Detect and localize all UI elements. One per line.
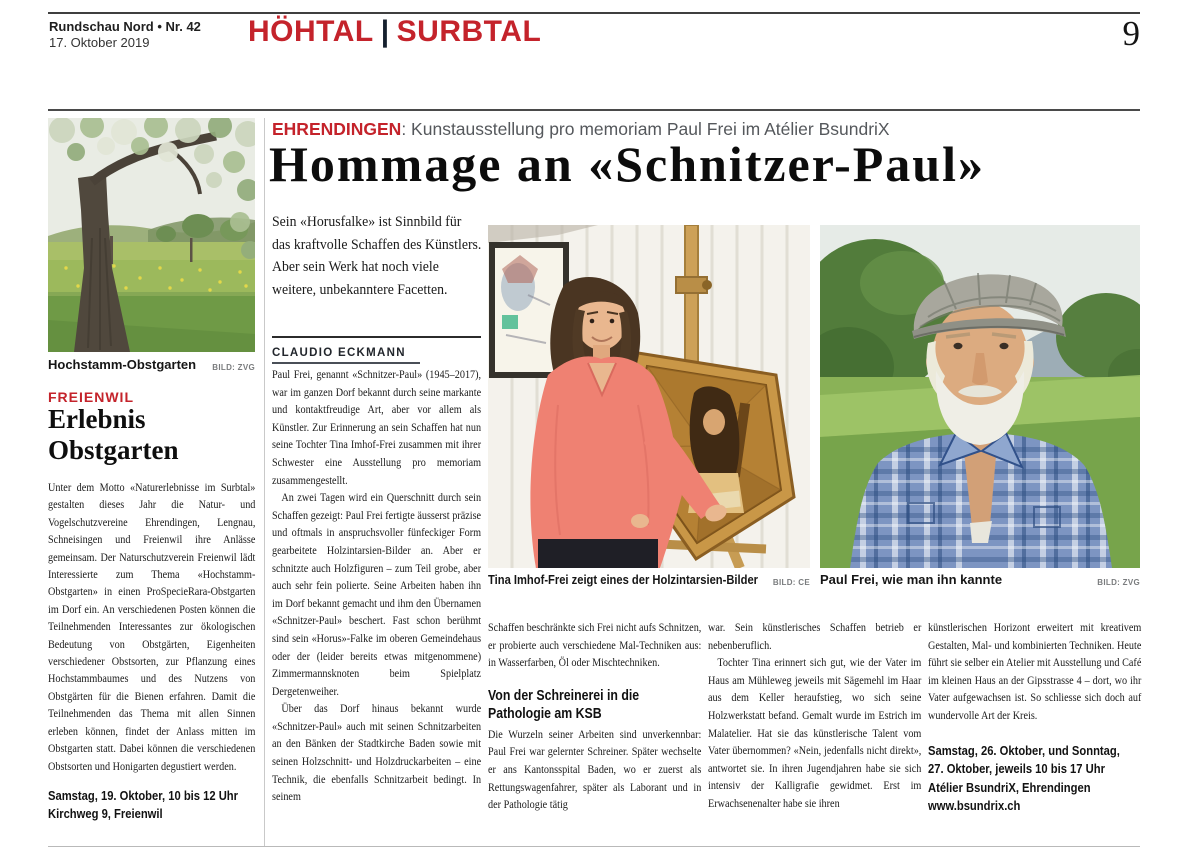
section-divider: | bbox=[380, 15, 390, 48]
header-rule bbox=[48, 109, 1140, 111]
article-subhead: Von der Schreinerei in die Pathologie am KSB bbox=[488, 687, 640, 722]
sidebar-headline: Erlebnis Obstgarten bbox=[48, 404, 179, 465]
sidebar-body-paragraph: Unter dem Motto «Naturerlebnisse im Surbtal» gestalten dieses Jahr die Natur- und Vogelschutzvereine Ehrendingen, Lengnau, Schneisingen und Freienwil ihre Anlässe gemeinsam. Der Naturschutzverein Freienwil lädt Interessierte zum Thema «Hochstamm-Obstgarten» in einen ProSpecieRara-Obstgarten im Dorf ein. An verschiedenen Posten können die Teilnehmenden Interessantes zur ökologischen Bedeutung von Obstgärten, Eigenheiten verschiedener Obstsorten, zur Pflanzung eines Hochstammbaumes und des Nutzens von Obstgärten für die Bienen erfahren. Damit die Teilnehmenden das Thema mit allen Sinnen erleben können, findet der Anlass mitten im Obstgarten statt. Dabei können die verschiedenen Obstsorten und Honigarten degustiert werden. bbox=[48, 480, 256, 773]
article-paragraph: Die Wurzeln seiner Arbeiten sind unverkennbar: Paul Frei war gelernter Schreiner. Später wechselte er ans Kantonsspital Baden, wo er zuerst als Rettungswagenfahrer, später als Laborant und in der Pathologie tätig bbox=[488, 726, 702, 812]
sidebar-event-line: Kirchweg 9, Freienwil bbox=[48, 806, 163, 822]
body-column-1 bbox=[272, 366, 481, 848]
article-paragraph: künstlerischen Horizont erweitert mit kreativem Gestalten, Mal- und kombinierten Techniken. Heute führt sie selber ein Atelier mit Ausstellung und Café im kleinen Haus an der Gipsstrasse 4 – dort, wo ihr Vater aufgewachsen ist. So schliesse sich doch auf wundervolle Art der Kreis. bbox=[928, 620, 1142, 722]
masthead bbox=[49, 19, 201, 51]
section-right: SURBTAL bbox=[396, 15, 542, 48]
masthead-date: 17. Oktober 2019 bbox=[49, 35, 150, 50]
article-kicker-text: : Kunstausstellung pro memoriam Paul Frei im Atélier BsundriX bbox=[401, 119, 890, 139]
section-title bbox=[248, 15, 540, 49]
body-column-2 bbox=[488, 619, 701, 848]
section-left: HÖHTAL bbox=[248, 15, 374, 48]
sidebar-kicker: FREIENWIL bbox=[48, 389, 134, 405]
paul-photo-caption-row bbox=[820, 572, 1140, 588]
orchard-photo bbox=[48, 118, 255, 352]
article-paragraph: Über das Dorf hinaus bekannt wurde «Schnitzer-Paul» auch mit seinen Schnitzarbeiten an den Bänken der Stadtkirche Baden sowie mit seinen Holzschnitt- und Holzdruckarbeiten – eine Technik, die ebenfalls Schnitzarbeit bedingt. In seinem bbox=[272, 701, 482, 804]
tina-photo bbox=[488, 225, 810, 568]
article-paragraph: Paul Frei, genannt «Schnitzer-Paul» (1945–2017), war im ganzen Dorf bekannt durch seine markante und kontaktfreudige Art, aber vor allem als Künstler. Zur Erinnerung an sein Schaffen hat nun seine Tochter Tina Imhof-Frei zusammen mit ihrer Schwester eine Ausstellung pro memoriam zusammengestellt. bbox=[272, 367, 482, 487]
article-event-info bbox=[928, 742, 1141, 816]
column-divider bbox=[264, 118, 265, 847]
article-headline: Hommage an «Schnitzer-Paul» bbox=[269, 136, 985, 192]
article-paragraph: An zwei Tagen wird ein Querschnitt durch sein Schaffen gezeigt: Paul Frei fertigte äusserst präzise und oftmals in anspruchsvoller fünfeckiger Form gearbeitete Holzintarsien-Bilder an. Aber er schnitzte auch Holzfiguren – zum Teil grobe, aber auch sehr fein polierte. Seine Arbeiten haben ihn im Dorf bekannt gemacht und ihm den Übernamen «Schnitzer-Paul» beschert. Fast schon berühmt sind sein «Horus»-Falke im oberen Gemeindehaus oder der (leider bereits etwas mitgenommene) Zimmermannsknoten beim Spielplatz Dergetenweiher. bbox=[272, 490, 482, 698]
tina-photo-credit: BILD: CE bbox=[768, 578, 810, 587]
sidebar-photo-caption-row bbox=[48, 357, 255, 373]
article-lead: Sein «Horusfalke» ist Sinnbild für das kraftvolle Schaffen des Künstlers. Aber sein Werk hat noch viele weitere, unbekanntere Facetten. bbox=[272, 214, 482, 298]
tina-photo-caption: Tina Imhof-Frei zeigt eines der Holzintarsien-Bilder bbox=[488, 572, 759, 587]
article-paragraph: war. Sein künstlerisches Schaffen betrieb er nebenberuflich. bbox=[708, 620, 922, 652]
article-event-line: Atélier BsundriX, Ehrendingen bbox=[928, 779, 1091, 795]
sidebar-photo-caption: Hochstamm-Obstgarten bbox=[48, 357, 197, 372]
paul-photo-credit: BILD: ZVG bbox=[1092, 578, 1140, 587]
byline bbox=[272, 336, 481, 364]
paul-photo bbox=[820, 225, 1140, 568]
paul-photo-caption: Paul Frei, wie man ihn kannte bbox=[820, 572, 1003, 587]
page-number: 9 bbox=[1122, 14, 1140, 53]
article-event-line: Samstag, 26. Oktober, und Sonntag, bbox=[928, 742, 1120, 758]
orchard-photo-illustration bbox=[48, 118, 255, 352]
byline-author: CLAUDIO ECKMANN bbox=[272, 347, 420, 364]
tina-photo-illustration bbox=[488, 225, 810, 568]
sidebar-photo-credit: BILD: ZVG bbox=[207, 363, 255, 372]
paul-photo-illustration bbox=[820, 225, 1140, 568]
sidebar-event-info bbox=[48, 787, 255, 824]
tina-photo-caption-row bbox=[488, 572, 810, 588]
website-url: www.bsundrix.ch bbox=[928, 798, 1021, 814]
body-column-4 bbox=[928, 619, 1141, 848]
body-column-3 bbox=[708, 619, 921, 848]
masthead-publication: Rundschau Nord • Nr. 42 bbox=[49, 19, 201, 34]
sidebar-article-body bbox=[48, 479, 255, 847]
article-event-line: 27. Oktober, jeweils 10 bis 17 Uhr bbox=[928, 761, 1105, 777]
top-rule bbox=[48, 12, 1140, 14]
article-paragraph: Schaffen beschränkte sich Frei nicht aufs Schnitzen, er probierte auch verschiedene Mal-Techniken aus: in Wasserfarben, Öl oder Mischtechniken. bbox=[488, 620, 702, 670]
sidebar-event-line: Samstag, 19. Oktober, 10 bis 12 Uhr bbox=[48, 787, 239, 803]
article-paragraph: Tochter Tina erinnert sich gut, wie der Vater im Haus am Mühleweg jeweils mit Sägemehl im Haar aus dem Keller heraufstieg, wo sich seine Holzwerkstatt befand. Gemalt wurde im Estrich im Malatelier. Hat sie das künstlerische Talent vom Vater übernommen? «Nein, jedenfalls nicht direkt», antwortet sie. In ihren Jugendjahren habe sie sich intensiv der Kalligrafie gewidmet. Erst im Erwachsenenalter habe sie ihren bbox=[708, 655, 922, 810]
article-kicker-location: EHRENDINGEN bbox=[272, 119, 402, 139]
